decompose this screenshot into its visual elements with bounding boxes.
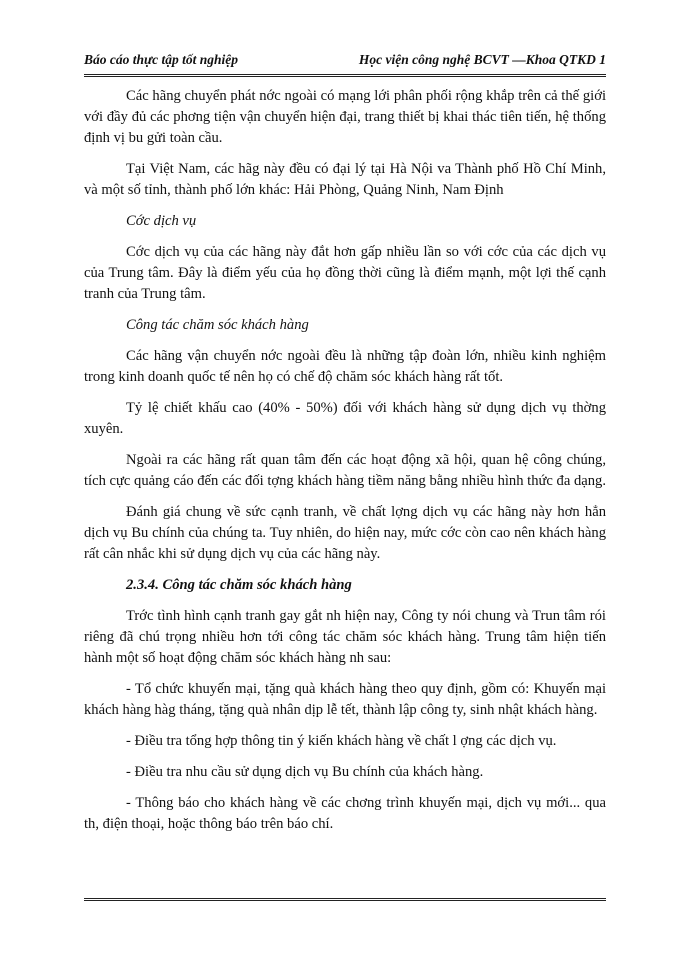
list-item: - Tổ chức khuyến mại, tặng quà khách hàng theo quy định, gồm có: Khuyến mại khách hàng hàg tháng, tặng quà nhân dịp lễ tết, thành lập công ty, sinh nhật khách hàng.: [84, 681, 606, 718]
header-report-title: Báo cáo thực tập tốt nghiệp: [84, 52, 238, 67]
paragraph: Tại Việt Nam, các hãg này đều có đại lý tại Hà Nội va Thành phố Hồ Chí Minh, và một số tỉnh, thành phố lớn khác: Hải Phòng, Quảng Ninh, Nam Định: [84, 161, 606, 198]
subheading-customer-care: Công tác chăm sóc khách hàng: [126, 317, 309, 333]
footer-divider: [84, 898, 606, 901]
paragraph: Các hãng vận chuyển nớc ngoài đều là những tập đoàn lớn, nhiều kinh nghiệm trong kinh doanh quốc tế nên họ có chế độ chăm sóc khách hàng rất tốt.: [84, 348, 606, 385]
subheading-service-fees: Cớc dịch vụ: [126, 213, 197, 229]
document-body: [84, 86, 606, 845]
section-heading: 2.3.4. Công tác chăm sóc khách hàng: [126, 577, 352, 593]
paragraph: Trớc tình hình cạnh tranh gay gắt nh hiện nay, Công ty nói chung và Trun tâm rói riêng đã chú trọng nhiều hơn tới công tác chăm sóc khách hàng. Trung tâm hiện tiến hành một số hoạt động chăm sóc khách hàng nh sau:: [84, 608, 606, 666]
header-institution: Học viện công nghệ BCVT —Khoa QTKD 1: [358, 52, 606, 67]
paragraph: Đánh giá chung về sức cạnh tranh, về chất lợng dịch vụ các hãng này hơn hẳn dịch vụ Bu chính của chúng ta. Tuy nhiên, do hiện nay, mức cớc còn cao nên khách hàng rất cân nhắc khi sử dụng dịch vụ của các hãng này.: [84, 504, 606, 562]
page-header: [84, 48, 606, 77]
list-item: - Điều tra nhu cầu sử dụng dịch vụ Bu chính của khách hàng.: [126, 764, 484, 780]
paragraph: Ngoài ra các hãng rất quan tâm đến các hoạt động xã hội, quan hệ công chúng, tích cực quảng cáo đến các đối tợng khách hàng tiềm năng bằng nhiều hình thức đa dạng.: [84, 452, 606, 489]
paragraph: Các hãng chuyển phát nớc ngoài có mạng lới phân phối rộng khắp trên cả thế giới với đầy đủ các phơng tiện vận chuyển hiện đại, trang thiết bị khai thác tiên tiến, hệ thống định vị bu gửi toàn cầu.: [84, 88, 606, 146]
list-item: - Thông báo cho khách hàng về các chơng trình khuyến mại, dịch vụ mới... qua th, điện thoại, hoặc thông báo trên báo chí.: [84, 795, 606, 832]
paragraph: Tỷ lệ chiết khấu cao (40% - 50%) đối với khách hàng sử dụng dịch vụ thờng xuyên.: [84, 400, 606, 437]
list-item: - Điều tra tổng hợp thông tin ý kiến khách hàng về chất l ợng các dịch vụ.: [126, 733, 557, 749]
paragraph: Cớc dịch vụ của các hãng này đắt hơn gấp nhiều lần so với cớc của các dịch vụ của Trung tâm. Đây là điểm yếu của họ đồng thời cũng là điểm mạnh, một lợi thế cạnh tranh của Trung tâm.: [84, 244, 606, 302]
